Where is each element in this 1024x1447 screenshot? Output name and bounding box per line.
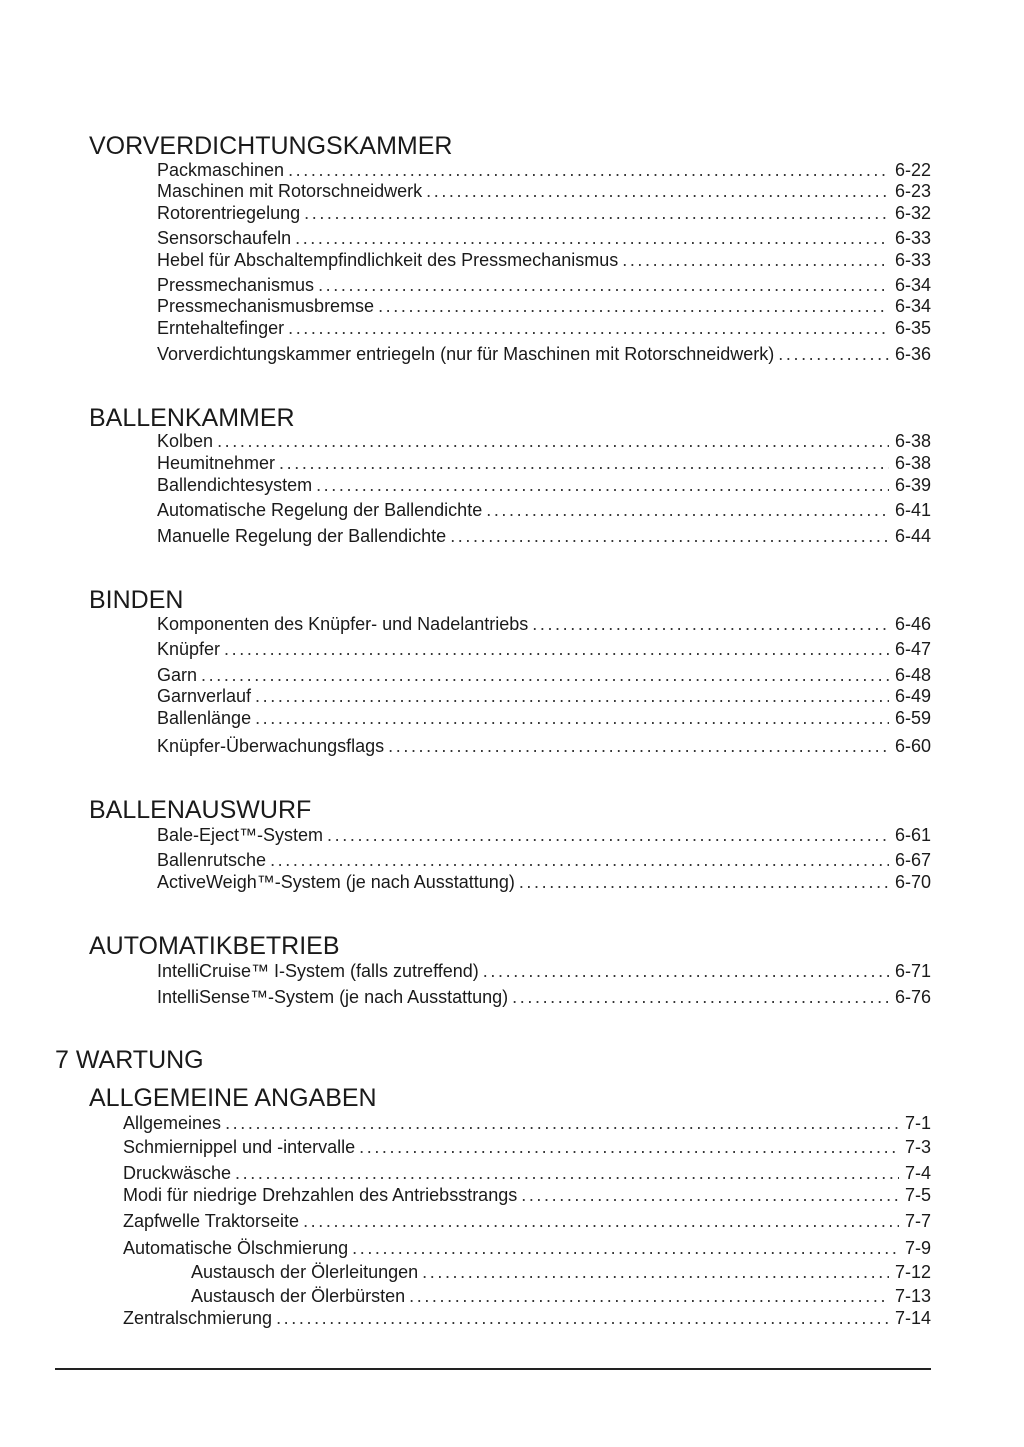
toc-entry-label: Pressmechanismus bbox=[157, 275, 315, 295]
chapter-heading: 7 WARTUNG bbox=[55, 1046, 204, 1074]
toc-entry-label: Packmaschinen bbox=[157, 160, 285, 180]
toc-entry[interactable] bbox=[157, 685, 931, 707]
toc-entry-page-number: 6-38 bbox=[894, 431, 931, 451]
toc-entry[interactable] bbox=[157, 343, 931, 365]
dot-leader bbox=[359, 1136, 899, 1158]
toc-entry-label: Kolben bbox=[157, 431, 214, 451]
toc-entry-page-number: 6-33 bbox=[894, 250, 931, 270]
toc-entry-label: Bale-Eject™-System bbox=[157, 825, 324, 845]
dot-leader bbox=[378, 295, 889, 317]
dot-leader bbox=[409, 1285, 889, 1307]
footer-divider bbox=[55, 1368, 931, 1370]
toc-entry-label: Maschinen mit Rotorschneidwerk bbox=[157, 181, 423, 201]
toc-entry[interactable] bbox=[157, 295, 931, 317]
toc-entry-page-number: 6-48 bbox=[894, 665, 931, 685]
dot-leader bbox=[304, 202, 889, 224]
section-heading: BINDEN bbox=[89, 586, 184, 614]
toc-entry-label: Allgemeines bbox=[123, 1113, 222, 1133]
toc-entry-page-number: 6-71 bbox=[894, 961, 931, 981]
toc-entry-page-number: 6-36 bbox=[894, 344, 931, 364]
dot-leader bbox=[255, 707, 889, 729]
toc-entry-label: Vorverdichtungskammer entriegeln (nur für Maschinen mit Rotorschneidwerk) bbox=[157, 344, 775, 364]
toc-entry[interactable] bbox=[157, 499, 931, 521]
toc-entry-page-number: 6-59 bbox=[894, 708, 931, 728]
toc-entry[interactable] bbox=[157, 707, 931, 729]
toc-entry-label: Knüpfer-Überwachungsflags bbox=[157, 736, 385, 756]
toc-entry-page-number: 6-67 bbox=[894, 850, 931, 870]
toc-entry-label: Manuelle Regelung der Ballendichte bbox=[157, 526, 447, 546]
dot-leader bbox=[295, 227, 889, 249]
toc-entry-label: Automatische Ölschmierung bbox=[123, 1238, 349, 1258]
toc-entry-label: IntelliCruise™ I-System (falls zutreffend) bbox=[157, 961, 479, 981]
toc-entry-label: Sensorschaufeln bbox=[157, 228, 292, 248]
toc-entry-page-number: 7-14 bbox=[894, 1308, 931, 1328]
dot-leader bbox=[201, 664, 889, 686]
dot-leader bbox=[327, 824, 889, 846]
toc-entry-label: Automatische Regelung der Ballendichte bbox=[157, 500, 483, 520]
toc-entry-label: ActiveWeigh™-System (je nach Ausstattung) bbox=[157, 872, 515, 892]
toc-entry[interactable] bbox=[191, 1261, 931, 1283]
toc-entry[interactable] bbox=[157, 452, 931, 474]
toc-entry-label: Komponenten des Knüpfer- und Nadelantriebs bbox=[157, 614, 529, 634]
toc-entry[interactable] bbox=[157, 664, 931, 686]
toc-entry[interactable] bbox=[123, 1162, 931, 1184]
toc-entry[interactable] bbox=[157, 202, 931, 224]
toc-entry-page-number: 7-4 bbox=[904, 1163, 931, 1183]
dot-leader bbox=[217, 430, 889, 452]
toc-entry-label: Pressmechanismusbremse bbox=[157, 296, 375, 316]
toc-entry-page-number: 6-38 bbox=[894, 453, 931, 473]
toc-entry[interactable] bbox=[157, 824, 931, 846]
dot-leader bbox=[318, 274, 889, 296]
dot-leader bbox=[512, 986, 889, 1008]
section-heading: ALLGEMEINE ANGABEN bbox=[89, 1084, 377, 1112]
toc-entry-label: Ballendichtesystem bbox=[157, 475, 313, 495]
toc-entry-page-number: 6-23 bbox=[894, 181, 931, 201]
toc-entry[interactable] bbox=[191, 1285, 931, 1307]
toc-entry-page-number: 6-49 bbox=[894, 686, 931, 706]
toc-entry[interactable] bbox=[123, 1184, 931, 1206]
toc-entry[interactable] bbox=[157, 249, 931, 271]
toc-entry-page-number: 7-12 bbox=[894, 1262, 931, 1282]
toc-entry[interactable] bbox=[157, 849, 931, 871]
toc-entry[interactable] bbox=[123, 1112, 931, 1134]
dot-leader bbox=[316, 474, 889, 496]
dot-leader bbox=[388, 735, 889, 757]
dot-leader bbox=[255, 685, 889, 707]
dot-leader bbox=[288, 317, 889, 339]
toc-entry[interactable] bbox=[123, 1136, 931, 1158]
toc-entry[interactable] bbox=[157, 986, 931, 1008]
toc-entry-page-number: 6-34 bbox=[894, 275, 931, 295]
section-heading: BALLENKAMMER bbox=[89, 404, 295, 432]
toc-entry-page-number: 6-22 bbox=[894, 160, 931, 180]
section-heading: AUTOMATIKBETRIEB bbox=[89, 932, 340, 960]
toc-entry[interactable] bbox=[123, 1210, 931, 1232]
toc-entry-label: Modi für niedrige Drehzahlen des Antriebsstrangs bbox=[123, 1185, 518, 1205]
dot-leader bbox=[270, 849, 889, 871]
toc-entry-page-number: 7-3 bbox=[904, 1137, 931, 1157]
toc-entry[interactable] bbox=[157, 613, 931, 635]
dot-leader bbox=[279, 452, 889, 474]
dot-leader bbox=[521, 1184, 899, 1206]
toc-entry-page-number: 6-34 bbox=[894, 296, 931, 316]
dot-leader bbox=[532, 613, 889, 635]
toc-entry[interactable] bbox=[157, 227, 931, 249]
toc-entry[interactable] bbox=[123, 1237, 931, 1259]
toc-entry[interactable] bbox=[157, 871, 931, 893]
toc-entry-label: Druckwäsche bbox=[123, 1163, 232, 1183]
toc-entry-label: Zentralschmierung bbox=[123, 1308, 273, 1328]
toc-entry[interactable] bbox=[157, 159, 931, 181]
dot-leader bbox=[352, 1237, 899, 1259]
toc-entry[interactable] bbox=[157, 180, 931, 202]
dot-leader bbox=[224, 638, 889, 660]
toc-entry-page-number: 6-47 bbox=[894, 639, 931, 659]
toc-entry-label: Garn bbox=[157, 665, 198, 685]
toc-entry-label: Ballenrutsche bbox=[157, 850, 267, 870]
dot-leader bbox=[288, 159, 889, 181]
dot-leader bbox=[450, 525, 889, 547]
section-heading: BALLENAUSWURF bbox=[89, 796, 312, 824]
dot-leader bbox=[225, 1112, 899, 1134]
section-heading: VORVERDICHTUNGSKAMMER bbox=[89, 132, 453, 160]
toc-entry[interactable] bbox=[157, 430, 931, 452]
toc-entry-page-number: 6-33 bbox=[894, 228, 931, 248]
toc-entry[interactable] bbox=[157, 638, 931, 660]
toc-entry-page-number: 7-7 bbox=[904, 1211, 931, 1231]
toc-entry[interactable] bbox=[157, 960, 931, 982]
toc-entry[interactable] bbox=[157, 735, 931, 757]
toc-entry[interactable] bbox=[157, 525, 931, 547]
toc-entry-page-number: 6-60 bbox=[894, 736, 931, 756]
toc-entry-label: Erntehaltefinger bbox=[157, 318, 285, 338]
toc-entry[interactable] bbox=[157, 317, 931, 339]
toc-entry-page-number: 6-70 bbox=[894, 872, 931, 892]
dot-leader bbox=[426, 180, 889, 202]
dot-leader bbox=[622, 249, 889, 271]
toc-entry-label: Hebel für Abschaltempfindlichkeit des Pressmechanismus bbox=[157, 250, 619, 270]
dot-leader bbox=[778, 343, 889, 365]
toc-entry[interactable] bbox=[123, 1307, 931, 1329]
toc-entry-page-number: 7-1 bbox=[904, 1113, 931, 1133]
toc-entry-label: Heumitnehmer bbox=[157, 453, 276, 473]
toc-entry-label: IntelliSense™-System (je nach Ausstattung) bbox=[157, 987, 509, 1007]
dot-leader bbox=[483, 960, 889, 982]
toc-entry-page-number: 7-13 bbox=[894, 1286, 931, 1306]
toc-entry-page-number: 7-5 bbox=[904, 1185, 931, 1205]
toc-entry[interactable] bbox=[157, 274, 931, 296]
toc-entry-label: Knüpfer bbox=[157, 639, 221, 659]
toc-entry-page-number: 6-32 bbox=[894, 203, 931, 223]
toc-entry-page-number: 7-9 bbox=[904, 1238, 931, 1258]
toc-entry-label: Ballenlänge bbox=[157, 708, 252, 728]
toc-entry-page-number: 6-76 bbox=[894, 987, 931, 1007]
dot-leader bbox=[235, 1162, 899, 1184]
toc-entry-page-number: 6-61 bbox=[894, 825, 931, 845]
dot-leader bbox=[519, 871, 889, 893]
dot-leader bbox=[486, 499, 889, 521]
toc-entry-label: Zapfwelle Traktorseite bbox=[123, 1211, 300, 1231]
toc-entry-page-number: 6-41 bbox=[894, 500, 931, 520]
dot-leader bbox=[303, 1210, 899, 1232]
toc-entry-page-number: 6-44 bbox=[894, 526, 931, 546]
toc-entry-label: Garnverlauf bbox=[157, 686, 252, 706]
toc-entry-label: Austausch der Ölerleitungen bbox=[191, 1262, 419, 1282]
toc-entry-label: Rotorentriegelung bbox=[157, 203, 301, 223]
dot-leader bbox=[422, 1261, 889, 1283]
toc-entry[interactable] bbox=[157, 474, 931, 496]
dot-leader bbox=[276, 1307, 889, 1329]
toc-entry-page-number: 6-46 bbox=[894, 614, 931, 634]
toc-entry-label: Schmiernippel und -intervalle bbox=[123, 1137, 356, 1157]
toc-entry-label: Austausch der Ölerbürsten bbox=[191, 1286, 406, 1306]
toc-entry-page-number: 6-39 bbox=[894, 475, 931, 495]
toc-entry-page-number: 6-35 bbox=[894, 318, 931, 338]
